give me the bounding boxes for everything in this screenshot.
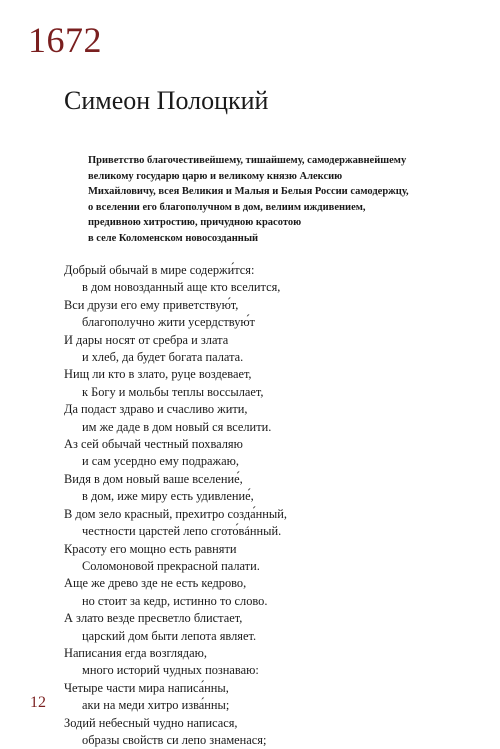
- page-number: 12: [30, 694, 46, 711]
- author-title: Симеон Полоцкий: [64, 86, 269, 115]
- poem-line: Нищ ли кто в злато, руце воздевает,: [64, 367, 252, 382]
- poem-line: много историй чудных познаваю:: [82, 663, 259, 678]
- poem-line: Красоту его мощно есть равняти: [64, 541, 237, 556]
- poem-line: честности царстей лепо сгото́вáнный.: [82, 524, 282, 539]
- poem-line: но стоит за кедр, истинно то слово.: [82, 593, 268, 608]
- poem-line: Видя в дом новый ваше вселение́,: [64, 471, 243, 486]
- poem-line: в дом, иже миру есть удивление́,: [82, 489, 254, 504]
- poem-line: И дары носят от сребра и злата: [64, 332, 229, 347]
- poem-line: А злато везде пресветло блистает,: [64, 611, 243, 626]
- poem-line: Соломоновой прекрасной палати.: [82, 558, 260, 573]
- poem-line: В дом зело красный, прехитро созда́нный,: [64, 506, 287, 521]
- dedication-line: Приветство благочестивейшему, тишайшему, самодержавнейшему: [88, 155, 407, 166]
- poem-line: Зодий небесный чудно написася,: [64, 715, 238, 730]
- poem-line: Четыре части мира написа́нны,: [64, 680, 229, 695]
- poem-line: Да подаст здраво и счасливо жити,: [64, 402, 248, 417]
- year-heading: 1672: [28, 20, 102, 60]
- poem-line: Вси друзи его ему приветствую́т,: [64, 297, 239, 312]
- poem-line: Аще же древо зде не есть кедрово,: [64, 576, 247, 591]
- poem-text: [64, 262, 464, 749]
- poem-line: в дом новозданный аще кто вселится,: [82, 280, 281, 295]
- poem-line: и хлеб, да будет богата палата.: [82, 350, 244, 365]
- poem-line: царский дом быти лепота являет.: [82, 628, 257, 643]
- poem-line: и сам усердно ему подражаю,: [82, 454, 239, 469]
- dedication-line: о вселении его благополучном в дом, велиим иждивением,: [88, 201, 366, 213]
- dedication-line: в селе Коломенском новосозданный: [88, 232, 259, 244]
- dedication-line: Михайловичу, всея Великия и Малыя и Белыя России самодержцу,: [88, 186, 409, 198]
- poem-line: им же даде в дом новый ся вселити.: [82, 419, 272, 434]
- poem-line: благополучно жити усердствую́т: [82, 315, 255, 330]
- poem-line: образы свойств си лепо знаменася;: [82, 732, 267, 747]
- poem-line: Аз сей обычай честный похваляю: [64, 437, 243, 452]
- poem-line: Добрый обычай в мире содержи́тся:: [64, 263, 255, 277]
- poem-line: аки на меди хитро изва́нны;: [82, 698, 230, 713]
- poem-line: к Богу и мольбы теплы воссылает,: [82, 384, 264, 399]
- dedication-line: предивною хитростию, причудною красотою: [88, 217, 302, 229]
- dedication-line: великому государю царю и великому князю Алексию: [88, 170, 343, 182]
- dedication-block: [88, 153, 483, 247]
- poem-line: Написания егда возглядаю,: [64, 645, 207, 660]
